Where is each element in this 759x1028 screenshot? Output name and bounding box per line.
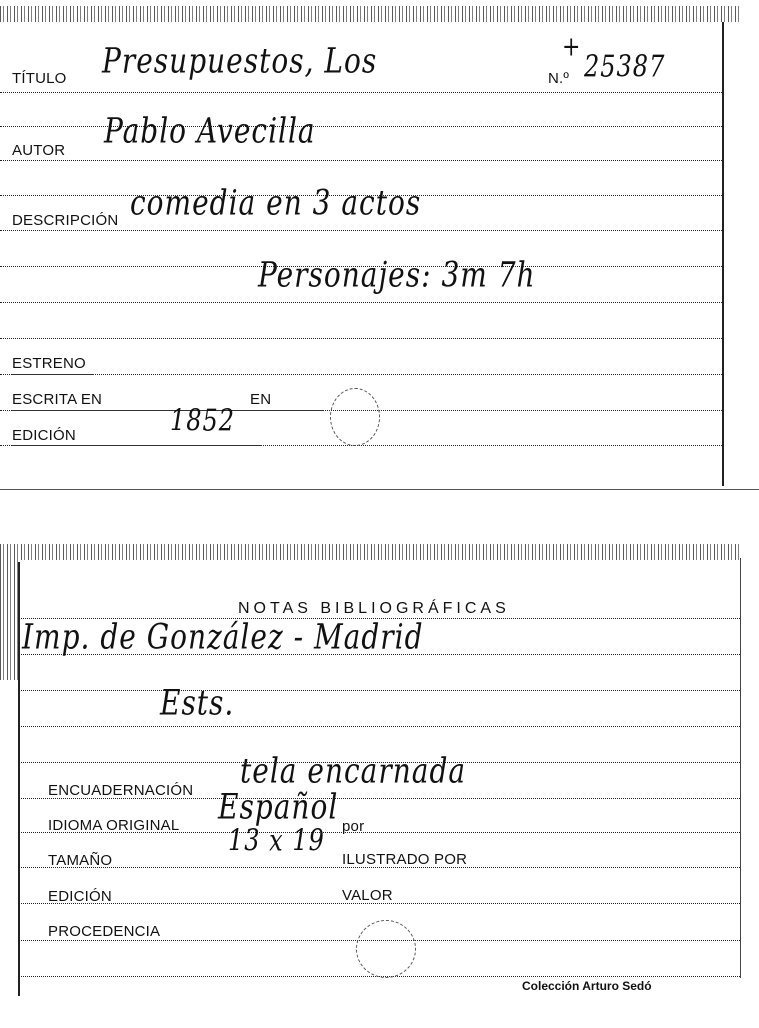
- collection-footer: Colección Arturo Sedó: [522, 979, 652, 993]
- autor-label: AUTOR: [12, 142, 66, 159]
- edicion-value: 1852: [170, 403, 236, 438]
- idioma-original-label: IDIOMA ORIGINAL: [48, 817, 180, 834]
- descripcion-label: DESCRIPCIÓN: [12, 212, 119, 229]
- scan-noise-top-edge: [0, 544, 742, 560]
- escrita-en-label: ESCRITA EN: [12, 391, 103, 408]
- numero-cross-mark: +: [562, 31, 582, 63]
- tamano-value: 13 x 19: [228, 823, 325, 858]
- note-line-1: Imp. de González - Madrid: [22, 615, 424, 657]
- card-right-border: [740, 558, 741, 978]
- por-label: por: [342, 818, 365, 835]
- note-line-2: Ests.: [160, 681, 235, 723]
- ruled-line: [0, 374, 722, 375]
- descripcion-value: comedia en 3 actos: [130, 181, 422, 223]
- faded-stamp: [356, 920, 416, 978]
- estreno-label: ESTRENO: [12, 355, 86, 372]
- en-label: EN: [250, 391, 272, 408]
- scan-noise-left-edge: [0, 560, 18, 680]
- numero-label: N.º: [548, 70, 570, 87]
- card-bottom-border: [0, 489, 759, 490]
- estreno-underline: [12, 374, 94, 375]
- ruled-line: [18, 690, 740, 691]
- autor-value: Pablo Avecilla: [104, 109, 316, 151]
- titulo-label: TÍTULO: [12, 70, 67, 87]
- card-left-border: [18, 562, 20, 996]
- faded-stamp: [330, 388, 380, 446]
- ruled-line: [0, 302, 722, 303]
- ruled-line: [0, 338, 722, 339]
- titulo-value: Presupuestos, Los: [102, 39, 378, 81]
- edicion-label: EDICIÓN: [12, 427, 76, 444]
- edicion-label: EDICIÓN: [48, 888, 112, 905]
- ruled-line: [0, 230, 722, 231]
- personajes-value: Personajes: 3m 7h: [258, 253, 536, 295]
- procedencia-label: PROCEDENCIA: [48, 923, 161, 940]
- ruled-line: [18, 726, 740, 727]
- numero-value: 25387: [584, 49, 666, 84]
- ilustrado-por-label: ILUSTRADO POR: [342, 851, 468, 868]
- idioma-original-value: Español: [218, 785, 339, 827]
- edicion-underline: [12, 445, 262, 446]
- card-right-border: [722, 22, 724, 486]
- notas-bibliograficas-heading: NOTAS BIBLIOGRÁFICAS: [238, 600, 510, 617]
- catalog-card-front: [0, 0, 759, 492]
- ruled-line: [0, 92, 722, 93]
- valor-label: VALOR: [342, 887, 393, 904]
- escrita-en-underline: [12, 410, 324, 411]
- catalog-card-back: [0, 540, 759, 1028]
- tamano-label: TAMAÑO: [48, 852, 113, 869]
- ruled-line: [0, 160, 722, 161]
- scan-noise-top-edge: [0, 6, 742, 22]
- encuadernacion-label: ENCUADERNACIÓN: [48, 782, 194, 799]
- encuadernacion-value: tela encarnada: [240, 749, 467, 791]
